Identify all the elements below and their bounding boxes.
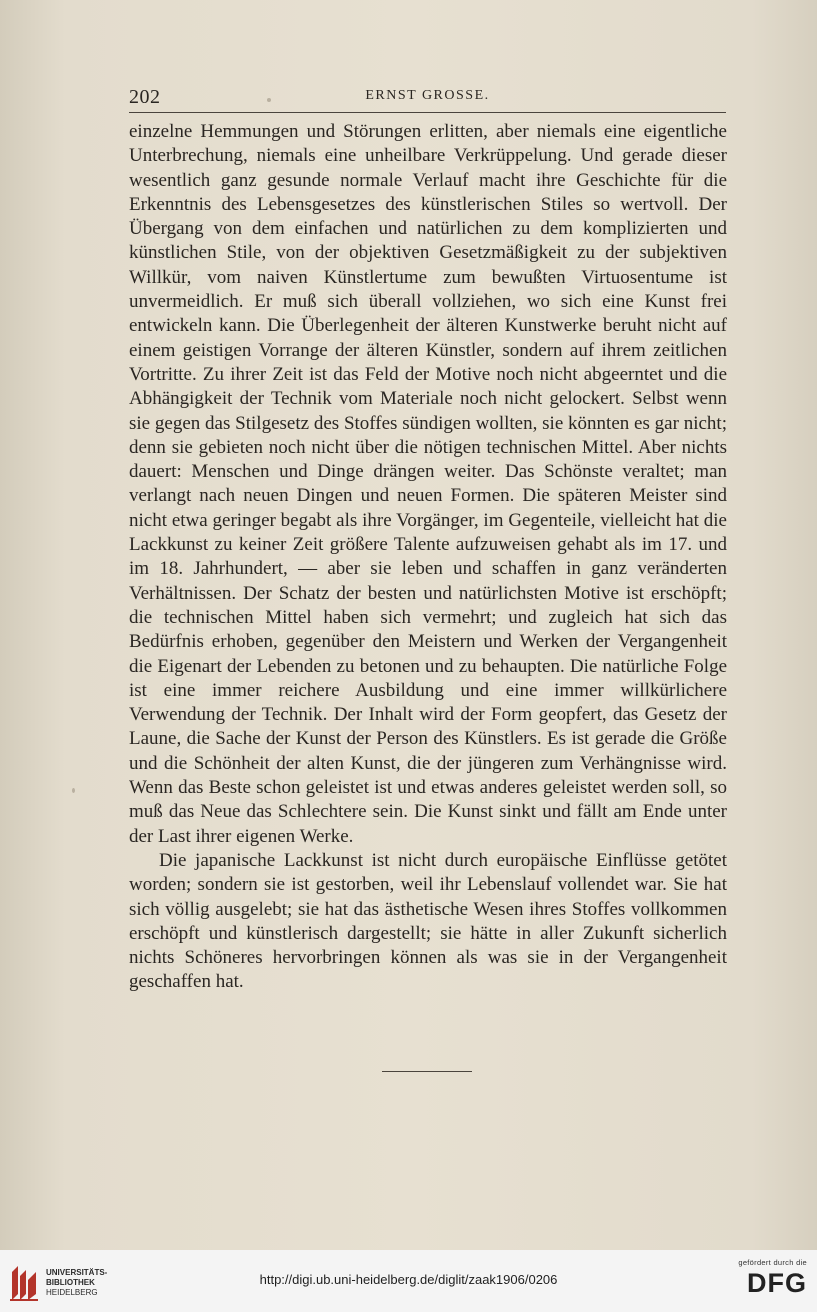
permalink-url[interactable]: http://digi.ub.uni-heidelberg.de/diglit/zaak1906/0206 xyxy=(259,1272,558,1287)
library-name-line: BIBLIOTHEK xyxy=(46,1278,95,1287)
body-text xyxy=(129,120,727,995)
paragraph: einzelne Hemmungen und Störungen erlitten, aber niemals eine eigentliche Unterbrechung, niemals eine unheilbare Verkrüppelung. Und gerade dieser wesentlich ganz gesunde normale Verlauf macht ihre Geschichte für die Erkenntnis des Lebensgesetzes des künstlerischen Stiles so wertvoll. Der Übergang von dem einfachen und natürlichen zu dem komplizierten und künstlichen Stile, von der objektiven Gesetzmäßigkeit zu der subjektiven Willkür, vom naiven Künstlertume zum bewußten Virtuosentume ist unvermeidlich. Er muß sich überall vollziehen, wo sich eine Kunst frei entwickeln kann. Die Überlegenheit der älteren Kunstwerke beruht nicht auf einem geistigen Vorrange der älteren Künstler, sondern auf ihrem zeitlichen Vortritte. Zu ihrer Zeit ist das Feld der Motive noch nicht abgeerntet und die Abhängigkeit der Technik vom Materiale noch nicht gelockert. Selbst wenn sie gegen das Stilgesetz des Stoffes sündigen wollten, sie könnten es gar nicht; denn sie gebieten noch nicht über die nötigen technischen Mittel. Aber nichts dauert: Menschen und Dinge drängen weiter. Das Schönste veraltet; man verlangt nach neuen Dingen und neuen Formen. Die späteren Meister sind nicht etwa geringer begabt als ihre Vorgänger, im Gegenteile, vielleicht hat die Lackkunst zu keiner Zeit größere Talente aufzuweisen gehabt als im 17. und im 18. Jahrhundert, — aber sie leben und schaffen in ganz veränderten Verhältnissen. Der Schatz der besten und natürlichsten Motive ist erschöpft; die technischen Mittel haben sich vermehrt; und zugleich hat sich das Bedürfnis erhoben, gegenüber den Meistern und Werken der Vergangenheit die Eigenart der Lebenden zu betonen und zu behaupten. Die natürliche Folge ist eine immer reichere Ausbildung und eine immer willkürlichere Verwendung der Technik. Der Inhalt wird der Form geopfert, das Gesetz der Laune, die Sache der Kunst der Person des Künstlers. Es ist gerade die Größe und die Schönheit der alten Kunst, die der jüngeren zum Verhängnisse wird. Wenn das Beste schon geleistet ist und etwas anderes geleistet werden soll, so muß das Neue das Schlechtere sein. Die Kunst sinkt und fällt am Ende unter der Last ihrer eigenen Werke. xyxy=(129,121,727,847)
library-name-line: UNIVERSITÄTS- xyxy=(46,1268,108,1277)
paragraph: Die japanische Lackkunst ist nicht durch europäische Einflüsse getötet worden; sondern sie ist gestorben, weil ihr Lebenslauf vollendet war. Sie hat sich völlig ausgelebt; sie hat das ästhetische Wesen ihres Stoffes vollkommen erschöpft und künstlerisch dargestellt; sie hätte in aller Zukunft sicherlich nichts Schöneres hervorbringen können als was sie in der Vergangenheit geschaffen hat. xyxy=(129,849,727,993)
funder-block[interactable] xyxy=(727,1258,807,1298)
funding-caption: gefördert durch die xyxy=(738,1258,807,1267)
page-number: 202 xyxy=(129,86,161,108)
digitization-footer xyxy=(0,1250,817,1312)
page-header xyxy=(129,84,726,112)
dfg-logo-icon: DFG xyxy=(747,1268,807,1298)
running-head: ERNST GROSSE. xyxy=(365,88,490,103)
closing-rule xyxy=(382,1071,472,1072)
library-name-line: HEIDELBERG xyxy=(46,1288,98,1297)
paper-speck xyxy=(72,788,75,793)
header-rule xyxy=(129,112,726,113)
paper-speck xyxy=(267,98,271,102)
